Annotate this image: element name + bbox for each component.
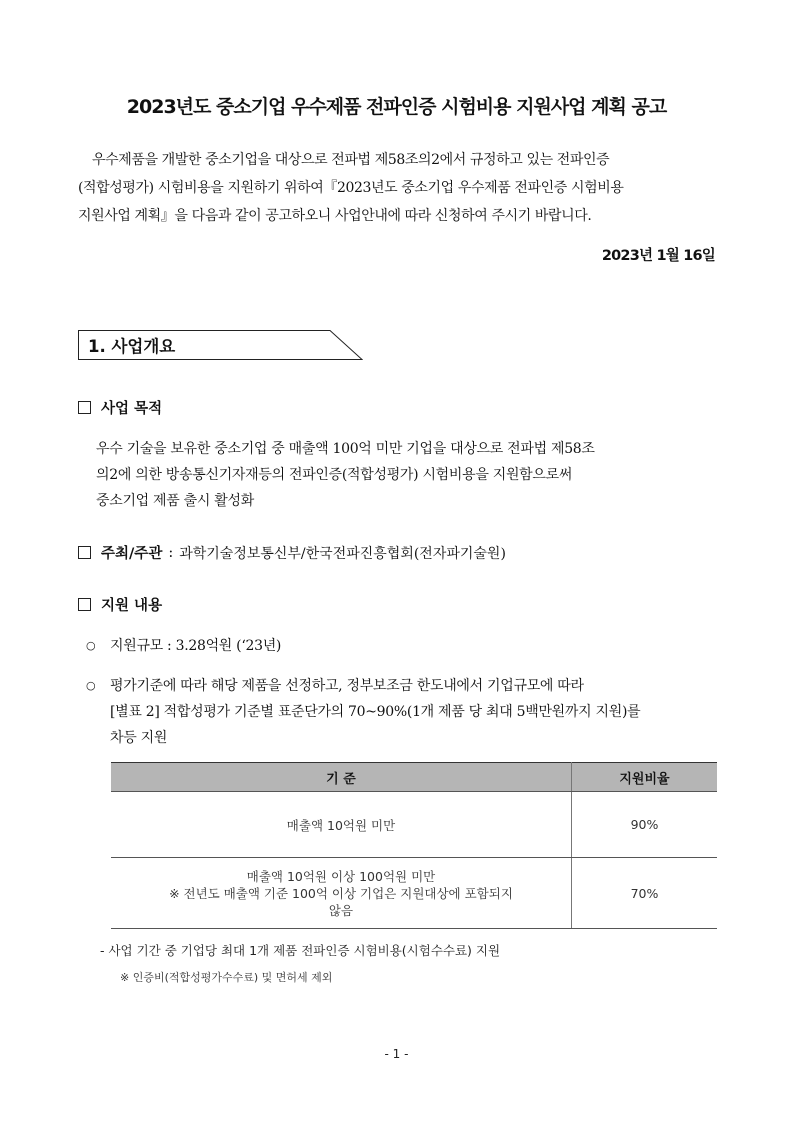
- purpose-heading: [78, 397, 162, 418]
- purpose-line-2: 의2에 의한 방송통신기자재등의 전파인증(적합성평가) 시험비용을 지원함으로써: [96, 467, 573, 483]
- announcement-date: 2023년 1월 16일: [601, 248, 715, 264]
- host-heading: [78, 542, 506, 563]
- bullet-support-scale-text: 지원규모 : 3.28억원 (‘23년): [110, 638, 282, 654]
- table-header-criteria: 기 준: [111, 763, 572, 792]
- support-heading-label: 지원 내용: [101, 598, 163, 614]
- intro-line-1: 우수제품을 개발한 중소기업을 대상으로 전파법 제58조의2에서 규정하고 있는 전파인증: [92, 152, 610, 168]
- bullet-circle-icon: ○: [86, 679, 96, 692]
- support-period-note: - 사업 기간 중 기업당 최대 1개 제품 전파인증 시험비용(시험수수료) 지원: [100, 943, 501, 958]
- table-row: [111, 792, 717, 858]
- table-row: [111, 858, 717, 929]
- intro-line-2: (적합성평가) 시험비용을 지원하기 위하여『2023년도 중소기업 우수제품 전파인증 시험비용: [78, 180, 624, 196]
- criteria-note-line: ※ 전년도 매출액 기준 100억 이상 기업은 지원대상에 포함되지: [169, 885, 513, 901]
- bullet-support-scale: [86, 633, 718, 659]
- purpose-line-1: 우수 기술을 보유한 중소기업 중 매출액 100억 미만 기업을 대상으로 전파법 제58조: [96, 441, 595, 457]
- criteria-line: 매출액 10억원 이상 100억원 미만: [246, 868, 436, 884]
- bullet-support-criteria-text: [110, 673, 718, 751]
- checkbox-icon: [78, 401, 91, 414]
- criteria-line: 매출액 10억원 미만: [286, 817, 396, 833]
- support-heading: [78, 594, 162, 615]
- support-ratio-table: [111, 762, 717, 929]
- table-cell-ratio: 70%: [572, 858, 718, 929]
- purpose-body: [96, 436, 716, 514]
- bullet-circle-icon: ○: [86, 639, 96, 652]
- table-cell-criteria: [111, 858, 572, 929]
- checkbox-icon: [78, 546, 91, 559]
- intro-paragraph: [78, 146, 718, 230]
- purpose-heading-label: 사업 목적: [101, 401, 163, 417]
- criteria-note-line: 않음: [328, 902, 354, 918]
- bullet2-line-3: 차등 지원: [110, 730, 168, 746]
- host-separator: :: [168, 544, 174, 561]
- host-heading-label: 주최/주관: [101, 546, 163, 562]
- table-cell-criteria: [111, 792, 572, 858]
- intro-line-3: 지원사업 계획』을 다음과 같이 공고하오니 사업안내에 따라 신청하여 주시기 바랍니다.: [78, 208, 592, 224]
- exclusion-note: ※ 인증비(적합성평가수수료) 및 면허세 제외: [120, 971, 333, 984]
- page-number: - 1 -: [384, 1047, 409, 1061]
- document-title: 2023년도 중소기업 우수제품 전파인증 시험비용 지원사업 계획 공고: [126, 96, 667, 118]
- bullet2-line-1: 평가기준에 따라 해당 제품을 선정하고, 정부보조금 한도내에서 기업규모에 따라: [110, 678, 584, 694]
- purpose-line-3: 중소기업 제품 출시 활성화: [96, 493, 254, 509]
- section-heading-box: [78, 330, 363, 360]
- section-title: 1. 사업개요: [88, 337, 176, 356]
- table-header-row: [111, 763, 717, 792]
- table-cell-ratio: 90%: [572, 792, 718, 858]
- bullet2-line-2: [별표 2] 적합성평가 기준별 표준단가의 70~90%(1개 제품 당 최대 5백만원까지 지원)를: [110, 704, 641, 720]
- table-header-ratio: 지원비율: [572, 763, 718, 792]
- bullet-support-criteria: [86, 673, 718, 751]
- host-value: 과학기술정보통신부/한국전파진흥협회(전자파기술원): [179, 545, 506, 562]
- checkbox-icon: [78, 598, 91, 611]
